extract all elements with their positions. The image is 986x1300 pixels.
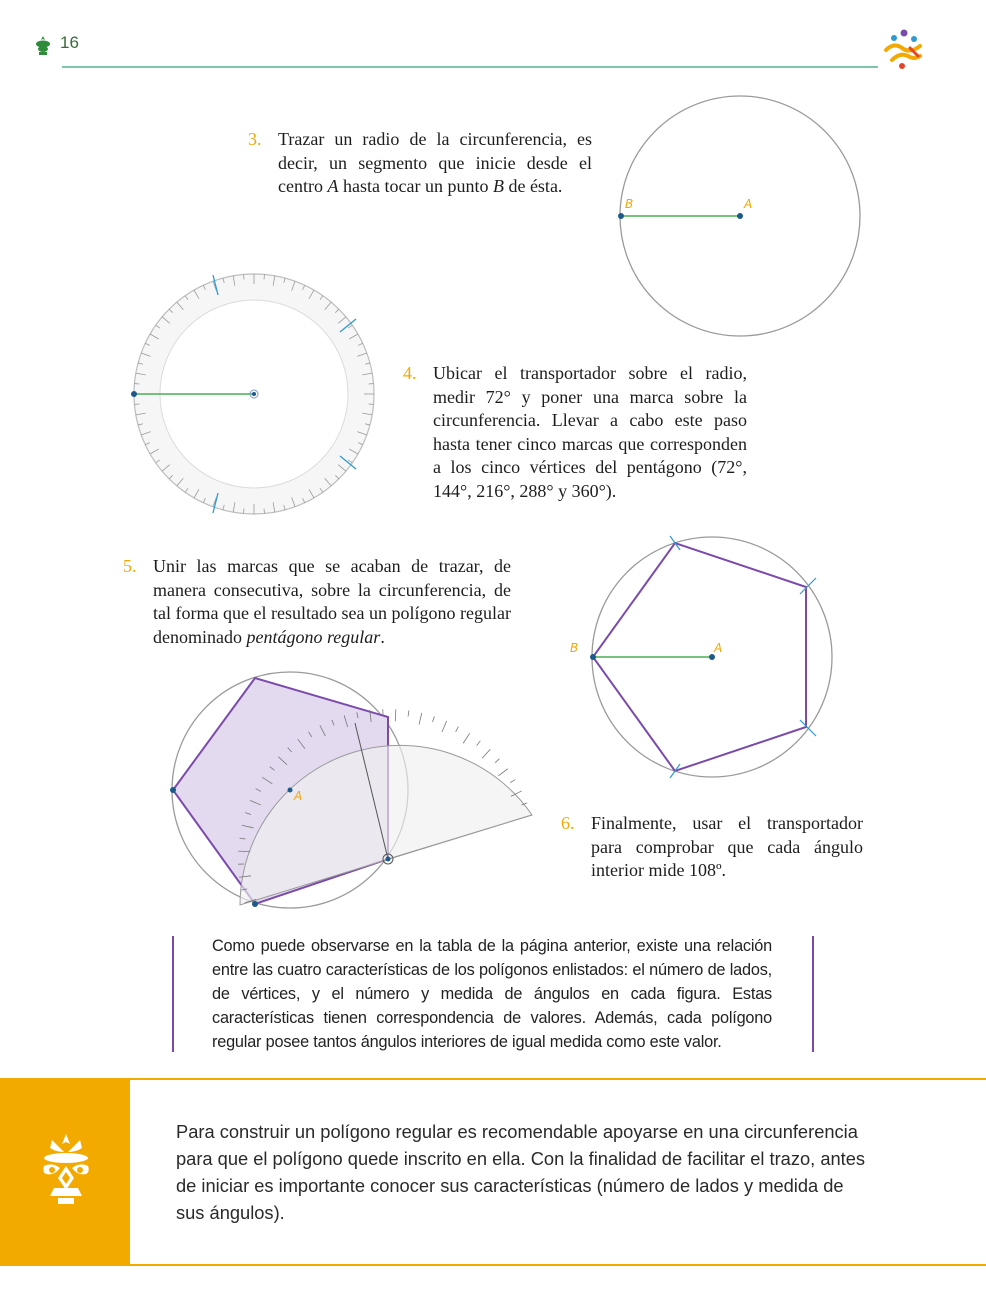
- protractor-tick: [395, 709, 396, 721]
- point-a: [737, 213, 743, 219]
- protractor-tick: [456, 727, 459, 732]
- protractor-tick: [482, 749, 490, 758]
- step-3: [248, 128, 592, 199]
- header-logo-icon: [32, 34, 54, 56]
- protractor-tick: [433, 716, 435, 722]
- protractor-tick: [442, 721, 447, 732]
- step-3-var-b: B: [492, 176, 504, 196]
- step-4-number: 4.: [403, 363, 417, 383]
- step-6: [561, 812, 863, 883]
- label-a: A: [714, 641, 723, 655]
- figure-pentagon-inscribed: [560, 530, 850, 790]
- step-3-var-a: A: [327, 176, 339, 196]
- header-divider: [62, 66, 878, 68]
- protractor-tick: [419, 713, 422, 725]
- step-5-number: 5.: [123, 556, 137, 576]
- step-5-text-part: Unir las marcas que se acaban de trazar, de manera consecutiva, sobre la circunferencia, de tal forma que el resultado sea un polígono regular denominado: [153, 556, 511, 647]
- step-6-text: Finalmente, usar el transportador para comprobar que cada ángulo interior mide 108º.: [591, 813, 863, 880]
- note-bottom-rule: [130, 1264, 986, 1266]
- label-b: B: [625, 197, 634, 211]
- callout-text: Como puede observarse en la tabla de la página anterior, existe una relación entre las cuatro características de los polígonos enlistados: el número de lados, de vértices, y el número y medida de ángulos en cada figura. Estas características tienen correspondencia de valores. Además, cada polígono regular posee tantos ángulos interiores de igual medida como este valor.: [212, 937, 772, 1051]
- step-4-text: Ubicar el transportador sobre el radio, medir 72° y poner una marca sobre la circunferencia. Llevar a cabo este paso hasta tener cinco marcas que corresponden a los cinco vértices del pentágono (72°, 144°, 216°, 288° y 360°).: [433, 363, 747, 501]
- figure-pentagon-protractor: [160, 665, 540, 915]
- label-a: A: [294, 789, 303, 803]
- step-6-number: 6.: [561, 813, 575, 833]
- step-4: [403, 362, 747, 503]
- protractor-tick: [408, 710, 409, 716]
- protractor-tick: [477, 741, 481, 746]
- callout-right-bar: [812, 936, 814, 1052]
- step-3-text: [278, 128, 592, 199]
- step-5: [123, 555, 511, 649]
- figure-circle-radius: [600, 90, 880, 350]
- protractor-tick: [463, 733, 470, 743]
- brand-logo-icon: [880, 26, 926, 70]
- protractor-tick: [498, 769, 508, 776]
- step-3-text-part: de ésta.: [503, 176, 563, 196]
- figure-protractor-circle: [120, 270, 390, 520]
- step-5-text-part: .: [380, 626, 385, 647]
- plant-emblem-icon: [38, 1132, 94, 1208]
- callout-left-bar: [172, 936, 174, 1052]
- step-3-text-part: hasta tocar un punto: [338, 176, 493, 196]
- page-number: 16: [60, 33, 79, 52]
- protractor-tick: [510, 780, 515, 783]
- label-b: B: [570, 641, 579, 655]
- protractor-tick: [495, 759, 499, 763]
- label-a: A: [744, 197, 753, 211]
- step-5-text: [153, 555, 511, 649]
- step-5-emphasis: pentágono regular: [246, 626, 381, 647]
- step-3-number: 3.: [248, 129, 262, 149]
- note-top-rule: [130, 1078, 986, 1080]
- note-text: Para construir un polígono regular es recomendable apoyarse en una circunferencia para que el polígono quede inscrito en ella. Con la finalidad de facilitar el trazo, antes de iniciar es importante conocer sus características (número de lados y medida de sus ángulos).: [176, 1121, 866, 1223]
- step-3-text-part: Trazar un radio de la circunferencia, es decir, un segmento que inicie desde el centro: [278, 129, 592, 196]
- point-b: [618, 213, 624, 219]
